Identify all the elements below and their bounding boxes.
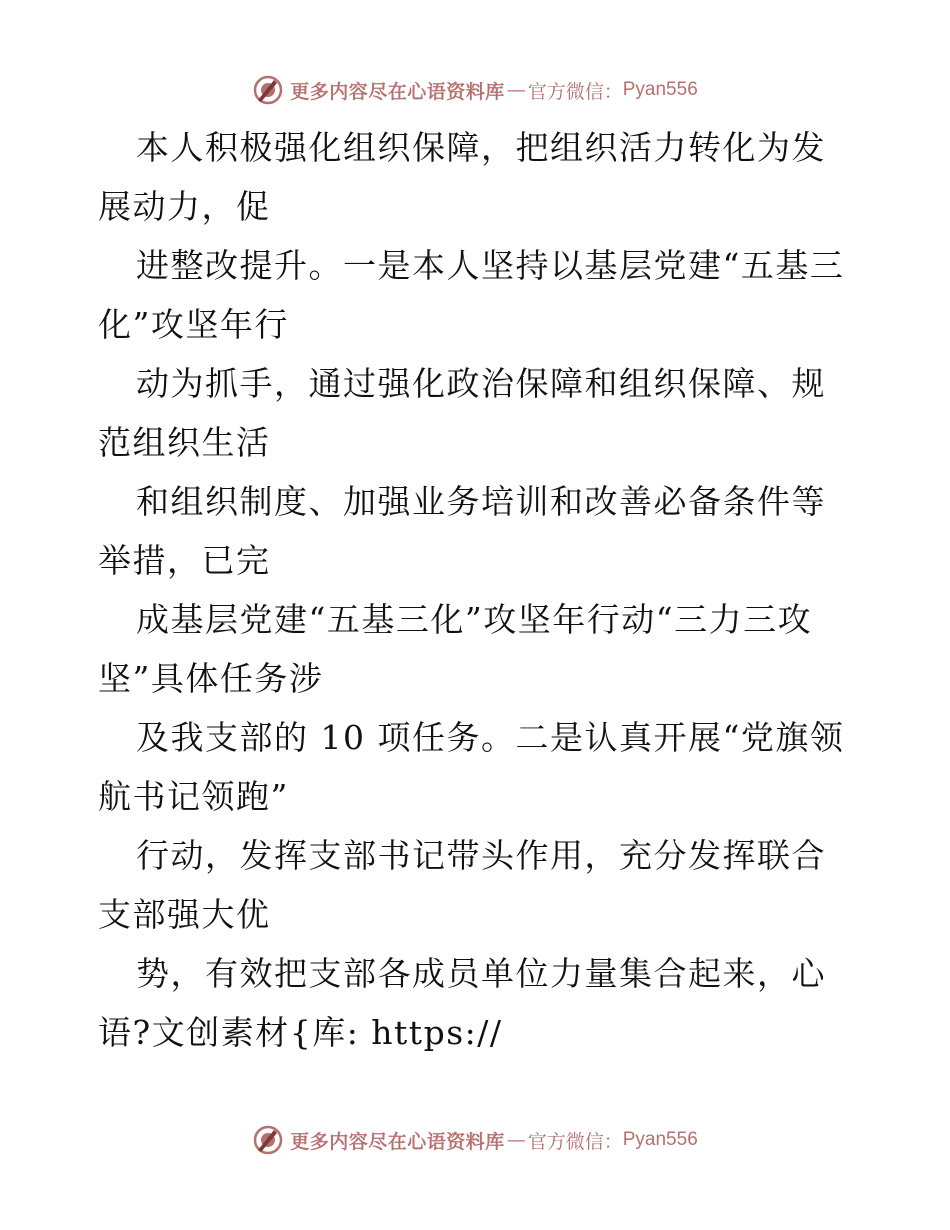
banner-wechat-label: 官方微信： (527, 80, 623, 103)
banner-separator: — (506, 1129, 526, 1151)
paragraph-7: 行动，发挥支部书记带头作用，充分发挥联合支部强大优 (98, 836, 826, 934)
footer-banner (0, 1120, 950, 1160)
paragraph-5: 成基层党建“五基三化”攻坚年行动“三力三攻坚”具体任务涉 (98, 600, 813, 698)
banner-wechat-id: Pyan556 (622, 79, 698, 100)
banner-separator: — (506, 79, 526, 101)
paragraph-1: 本人积极强化组织保障，把组织活力转化为发展动力，促 (98, 128, 826, 226)
banner-wechat-id: Pyan556 (622, 1129, 698, 1150)
banner-title: 更多内容尽在心语资料库 (290, 1130, 505, 1153)
logo-icon (252, 74, 284, 106)
header-banner (0, 70, 950, 110)
paragraph-2: 进整改提升。一是本人坚持以基层党建“五基三化”攻坚年行 (98, 246, 845, 344)
logo-icon (252, 1124, 284, 1156)
paragraph-4: 和组织制度、加强业务培训和改善必备条件等举措，已完 (98, 482, 826, 580)
paragraph-8: 势，有效把支部各成员单位力量集合起来，心语?文创素材{库: https:// (98, 954, 826, 1052)
banner-wechat-label: 官方微信： (527, 1130, 623, 1153)
paragraph-3: 动为抓手，通过强化政治保障和组织保障、规范组织生活 (98, 364, 826, 462)
paragraph-6: 及我支部的 10 项任务。二是认真开展“党旗领航书记领跑” (98, 718, 845, 816)
banner-title: 更多内容尽在心语资料库 (290, 80, 505, 103)
document-body (98, 118, 858, 1062)
